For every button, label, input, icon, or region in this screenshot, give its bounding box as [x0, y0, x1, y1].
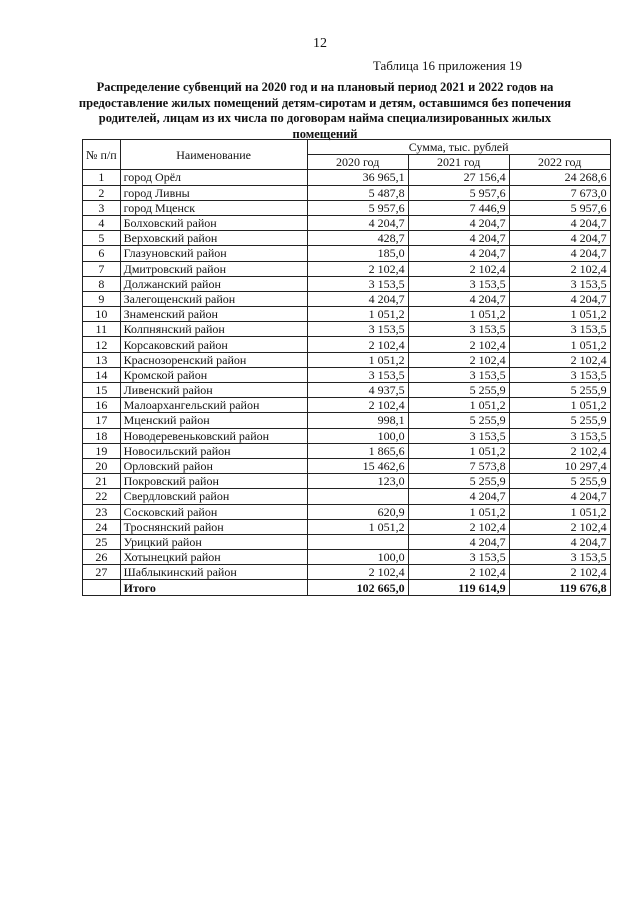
value-2021: 3 153,5	[408, 428, 509, 443]
value-2021: 4 204,7	[408, 534, 509, 549]
value-2022: 4 204,7	[509, 291, 610, 306]
table-row	[83, 367, 611, 382]
row-number: 18	[83, 428, 121, 443]
table-row	[83, 550, 611, 565]
row-number: 16	[83, 398, 121, 413]
table-row	[83, 428, 611, 443]
table-row	[83, 565, 611, 580]
row-name: город Мценск	[120, 200, 307, 215]
row-name: Хотынецкий район	[120, 550, 307, 565]
value-2022: 4 204,7	[509, 215, 610, 230]
value-2021: 7 446,9	[408, 200, 509, 215]
value-2021: 1 051,2	[408, 398, 509, 413]
header-year-2022: 2022 год	[509, 155, 610, 170]
table-row	[83, 291, 611, 306]
value-2022: 24 268,6	[509, 170, 610, 185]
value-2020: 2 102,4	[307, 398, 408, 413]
value-2021: 3 153,5	[408, 550, 509, 565]
value-2022: 3 153,5	[509, 428, 610, 443]
table-row	[83, 504, 611, 519]
row-name: Урицкий район	[120, 534, 307, 549]
header-year-2021: 2021 год	[408, 155, 509, 170]
row-number: 19	[83, 443, 121, 458]
value-2020: 4 204,7	[307, 215, 408, 230]
value-2020: 4 204,7	[307, 291, 408, 306]
row-name: Троснянский район	[120, 519, 307, 534]
value-2022: 1 051,2	[509, 398, 610, 413]
row-number: 9	[83, 291, 121, 306]
value-2022: 3 153,5	[509, 322, 610, 337]
row-number: 27	[83, 565, 121, 580]
value-2021: 4 204,7	[408, 231, 509, 246]
value-2022: 2 102,4	[509, 443, 610, 458]
row-number: 21	[83, 474, 121, 489]
table-row	[83, 352, 611, 367]
row-number: 5	[83, 231, 121, 246]
row-name: Орловский район	[120, 458, 307, 473]
row-number: 15	[83, 383, 121, 398]
total-2021: 119 614,9	[408, 580, 509, 595]
total-label: Итого	[120, 580, 307, 595]
value-2022: 4 204,7	[509, 246, 610, 261]
header-sum: Сумма, тыс. рублей	[307, 140, 610, 155]
row-name: Новосильский район	[120, 443, 307, 458]
value-2020: 620,9	[307, 504, 408, 519]
value-2021: 4 204,7	[408, 246, 509, 261]
value-2020: 1 051,2	[307, 352, 408, 367]
table-row	[83, 474, 611, 489]
row-number: 25	[83, 534, 121, 549]
value-2020: 428,7	[307, 231, 408, 246]
table-row	[83, 413, 611, 428]
row-number: 6	[83, 246, 121, 261]
row-number: 2	[83, 185, 121, 200]
row-number: 23	[83, 504, 121, 519]
document-title: Распределение субвенций на 2020 год и на плановый период 2021 и 2022 годов на предоставление жилых помещений детям-сиротам и детям, оставшимся без попечения родителей, лицам из их числа по договорам найма специализированных жилых помещений	[78, 80, 572, 141]
row-name: Должанский район	[120, 276, 307, 291]
value-2021: 5 255,9	[408, 474, 509, 489]
row-name: Глазуновский район	[120, 246, 307, 261]
table-row	[83, 534, 611, 549]
value-2020: 5 487,8	[307, 185, 408, 200]
value-2022: 3 153,5	[509, 276, 610, 291]
value-2022: 3 153,5	[509, 367, 610, 382]
subsidy-table	[82, 139, 611, 596]
value-2020: 123,0	[307, 474, 408, 489]
row-name: Сосковский район	[120, 504, 307, 519]
row-name: Кромской район	[120, 367, 307, 382]
row-name: Верховский район	[120, 231, 307, 246]
value-2020	[307, 534, 408, 549]
table-row	[83, 443, 611, 458]
value-2022: 3 153,5	[509, 550, 610, 565]
value-2021: 2 102,4	[408, 352, 509, 367]
row-name: Новодеревеньковский район	[120, 428, 307, 443]
value-2022: 1 051,2	[509, 337, 610, 352]
value-2021: 4 204,7	[408, 215, 509, 230]
value-2021: 3 153,5	[408, 276, 509, 291]
value-2020: 3 153,5	[307, 322, 408, 337]
value-2020: 5 957,6	[307, 200, 408, 215]
value-2021: 3 153,5	[408, 367, 509, 382]
value-2021: 5 957,6	[408, 185, 509, 200]
value-2021: 1 051,2	[408, 504, 509, 519]
table-row	[83, 383, 611, 398]
value-2022: 5 255,9	[509, 413, 610, 428]
value-2022: 5 255,9	[509, 383, 610, 398]
value-2022: 5 957,6	[509, 200, 610, 215]
value-2021: 1 051,2	[408, 443, 509, 458]
total-2022: 119 676,8	[509, 580, 610, 595]
value-2022: 7 673,0	[509, 185, 610, 200]
table-row	[83, 307, 611, 322]
table-row	[83, 215, 611, 230]
value-2021: 5 255,9	[408, 413, 509, 428]
value-2022: 2 102,4	[509, 352, 610, 367]
value-2020: 2 102,4	[307, 565, 408, 580]
table-row	[83, 170, 611, 185]
value-2022: 1 051,2	[509, 307, 610, 322]
value-2020: 3 153,5	[307, 276, 408, 291]
value-2020: 1 865,6	[307, 443, 408, 458]
value-2022: 2 102,4	[509, 519, 610, 534]
row-name: Мценский район	[120, 413, 307, 428]
value-2021: 7 573,8	[408, 458, 509, 473]
value-2022: 10 297,4	[509, 458, 610, 473]
value-2020: 100,0	[307, 428, 408, 443]
row-number: 4	[83, 215, 121, 230]
row-name: город Ливны	[120, 185, 307, 200]
row-name: Знаменский район	[120, 307, 307, 322]
value-2020: 4 937,5	[307, 383, 408, 398]
value-2020: 15 462,6	[307, 458, 408, 473]
table-row	[83, 519, 611, 534]
table-row	[83, 276, 611, 291]
table-row	[83, 261, 611, 276]
row-name: Колпнянский район	[120, 322, 307, 337]
value-2022: 2 102,4	[509, 261, 610, 276]
row-name: Свердловский район	[120, 489, 307, 504]
value-2022: 4 204,7	[509, 489, 610, 504]
row-number: 20	[83, 458, 121, 473]
value-2021: 4 204,7	[408, 489, 509, 504]
row-name: Покровский район	[120, 474, 307, 489]
value-2021: 5 255,9	[408, 383, 509, 398]
value-2021: 3 153,5	[408, 322, 509, 337]
row-number: 13	[83, 352, 121, 367]
table-row	[83, 246, 611, 261]
row-name: Малоархангельский район	[120, 398, 307, 413]
value-2020: 100,0	[307, 550, 408, 565]
table-reference: Таблица 16 приложения 19	[372, 58, 522, 73]
value-2021: 4 204,7	[408, 291, 509, 306]
row-number: 12	[83, 337, 121, 352]
row-name: Корсаковский район	[120, 337, 307, 352]
row-number: 8	[83, 276, 121, 291]
row-name: Болховский район	[120, 215, 307, 230]
table-row	[83, 398, 611, 413]
value-2020: 185,0	[307, 246, 408, 261]
row-number: 3	[83, 200, 121, 215]
value-2021: 27 156,4	[408, 170, 509, 185]
table-row	[83, 200, 611, 215]
row-number: 24	[83, 519, 121, 534]
row-number: 26	[83, 550, 121, 565]
total-2020: 102 665,0	[307, 580, 408, 595]
row-name: Ливенский район	[120, 383, 307, 398]
value-2021: 2 102,4	[408, 261, 509, 276]
row-number: 17	[83, 413, 121, 428]
header-year-2020: 2020 год	[307, 155, 408, 170]
row-number: 10	[83, 307, 121, 322]
page-number: 12	[313, 36, 327, 51]
value-2022: 2 102,4	[509, 565, 610, 580]
total-row	[83, 580, 611, 595]
value-2020	[307, 489, 408, 504]
row-number: 14	[83, 367, 121, 382]
value-2020: 36 965,1	[307, 170, 408, 185]
value-2021: 2 102,4	[408, 337, 509, 352]
value-2020: 2 102,4	[307, 337, 408, 352]
table-row	[83, 231, 611, 246]
row-name: Краснозоренский район	[120, 352, 307, 367]
table-row	[83, 185, 611, 200]
value-2022: 4 204,7	[509, 231, 610, 246]
row-name: город Орёл	[120, 170, 307, 185]
table-row	[83, 337, 611, 352]
value-2020: 998,1	[307, 413, 408, 428]
header-name: Наименование	[120, 140, 307, 170]
header-number: № п/п	[83, 140, 121, 170]
row-name: Залегощенский район	[120, 291, 307, 306]
row-number: 22	[83, 489, 121, 504]
table-row	[83, 322, 611, 337]
value-2021: 2 102,4	[408, 565, 509, 580]
value-2022: 4 204,7	[509, 534, 610, 549]
value-2021: 1 051,2	[408, 307, 509, 322]
row-number: 1	[83, 170, 121, 185]
value-2020: 1 051,2	[307, 307, 408, 322]
row-number: 11	[83, 322, 121, 337]
value-2020: 3 153,5	[307, 367, 408, 382]
row-number: 7	[83, 261, 121, 276]
value-2022: 1 051,2	[509, 504, 610, 519]
row-name: Дмитровский район	[120, 261, 307, 276]
row-name: Шаблыкинский район	[120, 565, 307, 580]
value-2021: 2 102,4	[408, 519, 509, 534]
table-row	[83, 489, 611, 504]
total-number-cell	[83, 580, 121, 595]
value-2022: 5 255,9	[509, 474, 610, 489]
table-row	[83, 458, 611, 473]
value-2020: 2 102,4	[307, 261, 408, 276]
value-2020: 1 051,2	[307, 519, 408, 534]
